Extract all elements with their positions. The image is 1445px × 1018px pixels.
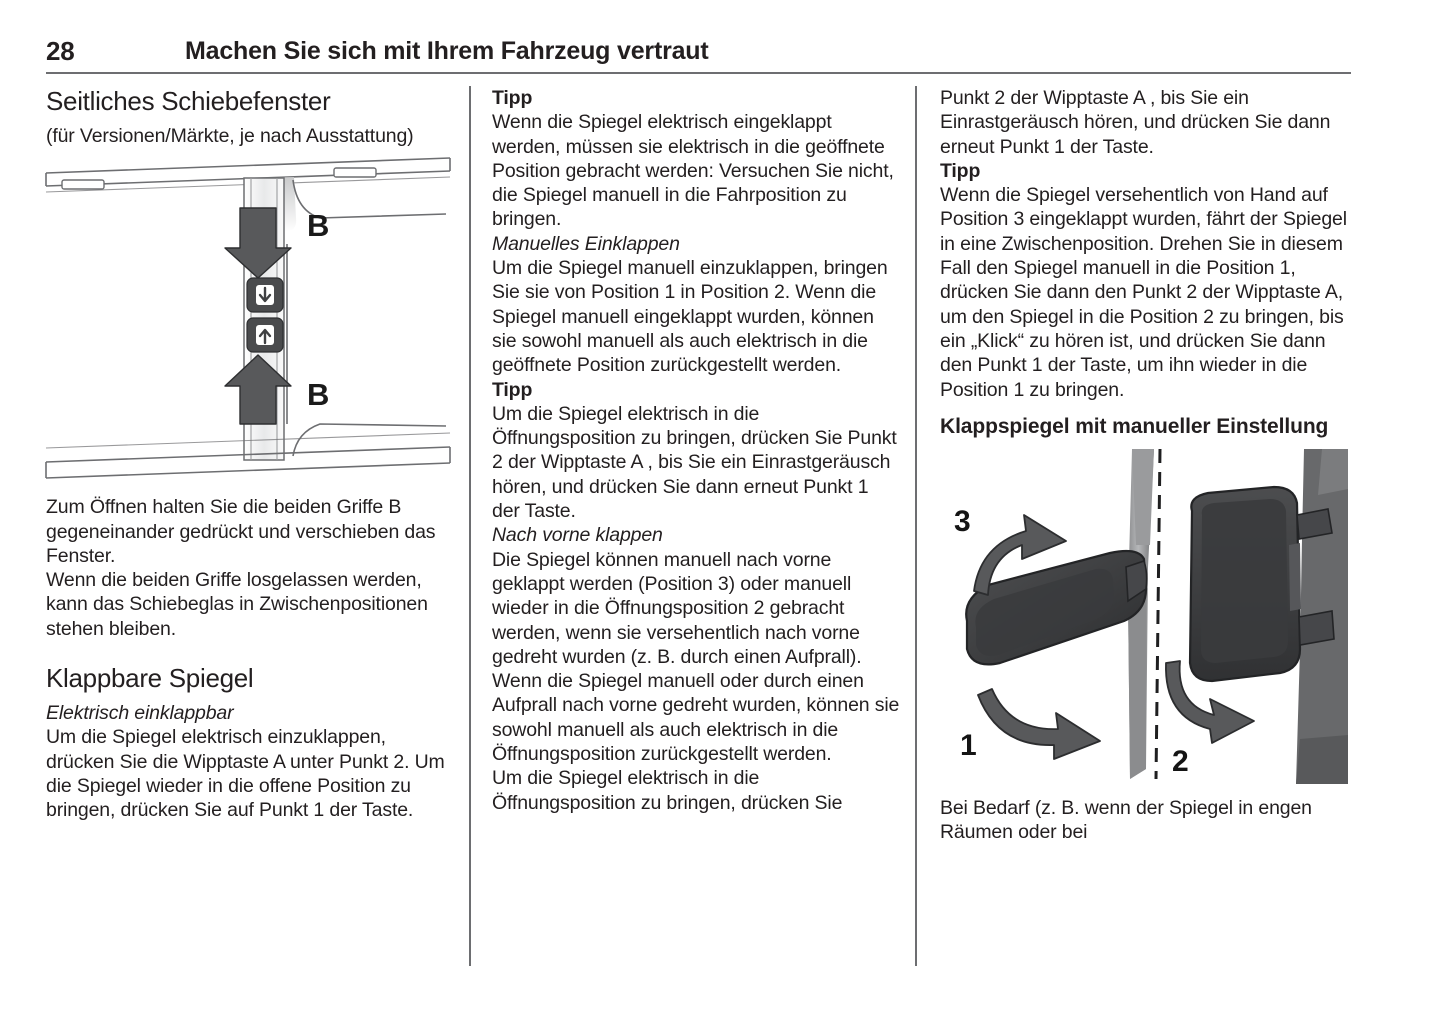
centre-dashed-line [1156,449,1160,779]
callout-1: 1 [960,728,977,762]
page-title: Machen Sie sich mit Ihrem Fahrzeug vertraut [185,37,709,65]
section-heading-folding-mirrors: Klappbare Spiegel [46,663,254,694]
column-1 [46,86,454,823]
paragraph-release-handles: Wenn die beiden Griffe losgelassen werden, kann das Schiebeglas in Zwischenpositionen stehen bleiben. [46,569,428,640]
callout-2: 2 [1172,744,1189,778]
column-3 [940,86,1348,844]
tip-label-2: Tipp [492,378,533,401]
paragraph-fold-forward-2: Wenn die Spiegel manuell oder durch einen Aufprall nach vorne gedreht wurden, können sie sowohl manuell als auch elektrisch in die Öffnungsposition zurückgestellt werden. [492,670,900,766]
arrow-rotate-1-icon [978,689,1100,759]
window-handle-lower [247,318,283,352]
paragraph-continuation: Punkt 2 der Wipptaste A , bis Sie ein Einrastgeräusch hören, und drücken Sie dann erneut Punkt 1 der Taste. [940,87,1331,158]
subheading-electric-folding: Elektrisch einklappbar [46,702,234,725]
section-heading-sliding-window: Seitliches Schiebefenster [46,86,331,116]
paragraph-footer: Bei Bedarf (z. B. wenn der Spiegel in engen Räumen oder bei [940,796,1312,844]
manual-folding-mirror-figure [940,449,1348,784]
paragraph-manual-folding: Um die Spiegel manuell einzuklappen, bringen Sie sie von Position 1 in Position 2. Wenn die Spiegel manuell eingeklappt wurden, können sie sowohl manuell als auch elektrisch in die geöffnete Position zurückgestellt werden. [492,257,888,377]
paragraph-electric-folding: Um die Spiegel elektrisch einzuklappen, drücken Sie die Wipptaste A unter Punkt 2. Um die Spiegel wieder in die offene Position zu bringen, drücken Sie auf Punkt 1 der Taste. [46,726,445,822]
paragraph-open-window: Zum Öffnen halten Sie die beiden Griffe B gegeneinander gedrückt und verschieben das Fenster. [46,496,436,567]
page-number: 28 [46,36,75,66]
tip-label-1: Tipp [492,87,533,109]
callout-b-upper: B [307,208,330,244]
subsection-heading-manual-mirror: Klappspiegel mit manueller Einstellung [940,414,1329,438]
tip-label-3: Tipp [940,159,981,182]
subheading-manual-folding: Manuelles Einklappen [492,232,680,255]
subheading-fold-forward: Nach vorne klappen [492,524,663,547]
page-header [46,36,1351,74]
column-divider-1 [469,86,471,966]
window-handle-upper [247,278,283,312]
paragraph-fold-forward-1: Die Spiegel können manuell nach vorne geklappt werden (Position 3) oder manuell wieder in die Öffnungsposition 2 gebracht werden, wenn sie versehentlich nach vorne gedreht wurden (z. B. durch einen Aufprall). [492,548,862,668]
callout-3: 3 [954,504,971,538]
sliding-side-window-figure [44,156,452,481]
tip-body-2: Um die Spiegel elektrisch in die Öffnungsposition zu bringen, drücken Sie Punkt 2 der Wipptaste A , bis Sie ein Einrastgeräusch hören, und drücken Sie dann erneut Punkt 1 der Taste. [492,402,897,523]
column-divider-2 [915,86,917,966]
tip-body-3: Wenn die Spiegel versehentlich von Hand auf Position 3 eingeklappt wurden, fährt der Spiegel in eine Zwischenposition. Drehen Sie in diesem Fall den Spiegel manuell in die Position 1, drücken Sie dann den Punkt 2 der Wipptaste A, um den Spiegel in die Position 2 zu bringen, bis ein „Klick“ zu hören ist, und drücken Sie dann den Punkt 1 der Taste, um ihn wieder in die Position 1 zu bringen. [940,184,1347,401]
tip-body-1: Wenn die Spiegel elektrisch eingeklappt werden, müssen sie elektrisch in die geöffnete Position gebracht werden: Versuchen Sie nicht, die Spiegel manuell in die Fahrposition zu bringen. [492,111,894,231]
availability-note: (für Versionen/Märkte, je nach Ausstattung) [46,125,414,147]
callout-b-lower: B [307,377,330,413]
column-2 [492,86,900,815]
paragraph-fold-forward-3: Um die Spiegel elektrisch in die Öffnungsposition zu bringen, drücken Sie [492,767,843,814]
